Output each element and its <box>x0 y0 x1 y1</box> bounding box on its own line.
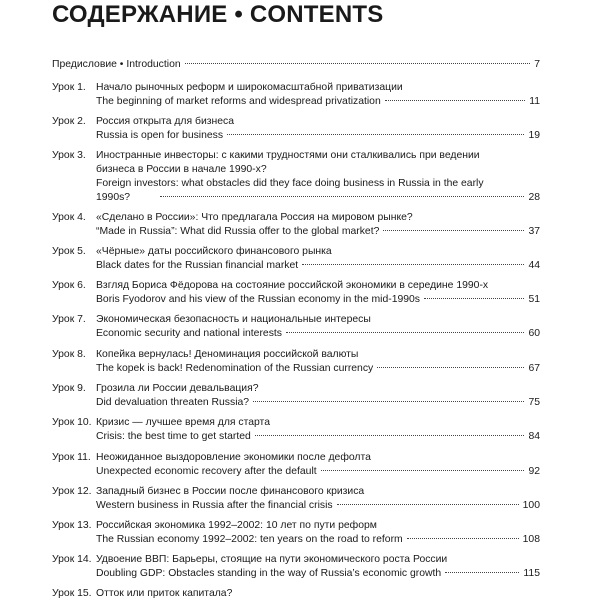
lesson-number: Урок 9. <box>52 383 86 394</box>
lesson-title-ru: «Сделано в России»: Что предлагала Россия на мировом рынке? <box>96 212 413 223</box>
dot-leader <box>160 196 525 197</box>
toc-entry[interactable] <box>52 115 540 143</box>
lesson-title-ru: Начало рыночных реформ и широкомасштабной приватизации <box>96 82 403 93</box>
lesson-number: Урок 4. <box>52 212 86 223</box>
lesson-title-en: Did devaluation threaten Russia? <box>96 396 250 408</box>
dot-leader <box>377 367 524 368</box>
lesson-title-en: Crisis: the best time to get started <box>96 430 251 442</box>
lesson-number: Урок 12. <box>52 486 92 497</box>
dot-leader <box>253 401 524 402</box>
toc-intro[interactable] <box>52 58 540 72</box>
lesson-title-en: Boris Fyodorov and his view of the Russian economy in the mid-1990s <box>96 293 421 305</box>
toc-entry[interactable] <box>52 485 540 513</box>
toc-entry[interactable] <box>52 279 540 307</box>
lesson-number: Урок 3. <box>52 150 86 161</box>
dot-leader <box>321 470 525 471</box>
dot-leader <box>407 538 519 539</box>
lesson-title-ru: Взгляд Бориса Фёдорова на состояние российской экономики в середине 1990-х <box>96 280 489 291</box>
lesson-page: 28 <box>528 191 540 203</box>
table-of-contents <box>52 58 540 599</box>
lesson-title-ru: Россия открыта для бизнеса <box>96 116 235 127</box>
lesson-page: 11 <box>529 95 540 107</box>
lesson-title-ru: Неожиданное выздоровление экономики после дефолта <box>96 452 371 463</box>
lesson-title-ru: Западный бизнес в России после финансового кризиса <box>96 486 365 497</box>
lesson-page: 37 <box>528 225 540 237</box>
lesson-number: Урок 14. <box>52 554 92 565</box>
lesson-page: 44 <box>528 259 540 271</box>
lesson-page: 100 <box>522 499 540 511</box>
lesson-title-en: “Made in Russia”: What did Russia offer to the global market? <box>96 225 380 237</box>
dot-leader <box>385 100 525 101</box>
leader-row <box>96 191 540 205</box>
lesson-title-en: Russia is open for business <box>96 129 224 141</box>
dot-leader <box>445 572 519 573</box>
lesson-number: Урок 6. <box>52 280 86 291</box>
lesson-page: 51 <box>528 293 540 305</box>
lesson-title-ru: Кризис — лучшее время для старта <box>96 417 270 428</box>
dot-leader <box>337 504 519 505</box>
dot-leader <box>227 134 524 135</box>
dot-leader <box>255 435 525 436</box>
lesson-title-en: Foreign investors: what obstacles did they face doing business in Russia in the early 1990s? <box>96 177 484 203</box>
lesson-title-ru: Копейка вернулась! Деноминация российской валюты <box>96 349 359 360</box>
toc-entry[interactable] <box>52 553 540 581</box>
lesson-page: 108 <box>522 533 540 545</box>
lesson-number: Урок 13. <box>52 520 92 531</box>
toc-entry[interactable] <box>52 245 540 273</box>
lesson-page: 92 <box>528 465 540 477</box>
lesson-page: 75 <box>528 396 540 408</box>
lesson-title-en: Economic security and national interests <box>96 327 282 339</box>
lesson-page: 84 <box>528 430 540 442</box>
dot-leader <box>424 298 524 299</box>
toc-entry[interactable] <box>52 382 540 410</box>
lesson-number: Урок 5. <box>52 246 86 257</box>
lesson-title-ru: Отток или приток капитала? <box>96 588 233 599</box>
toc-entry[interactable] <box>52 451 540 479</box>
toc-entry[interactable] <box>52 313 540 341</box>
lesson-title-en: Western business in Russia after the financial crisis <box>96 499 333 511</box>
dot-leader <box>383 230 524 231</box>
lesson-title-ru: Российская экономика 1992–2002: 10 лет по пути реформ <box>96 520 377 531</box>
lesson-number: Урок 1. <box>52 82 86 93</box>
toc-entry[interactable] <box>52 81 540 109</box>
lesson-page: 60 <box>528 327 540 339</box>
lesson-title-en: The Russian economy 1992–2002: ten years on the road to reform <box>96 533 403 545</box>
toc-entry[interactable] <box>52 348 540 376</box>
dot-leader <box>286 332 524 333</box>
dot-leader <box>302 264 524 265</box>
lesson-title-ru: Иностранные инвесторы: с какими трудностями они сталкивались при ведении бизнеса в России в начале 1990-х? <box>96 150 480 175</box>
lesson-title-en: Doubling GDP: Obstacles standing in the way of Russia’s economic growth <box>96 567 442 579</box>
toc-entry[interactable] <box>52 149 540 205</box>
lesson-page: 19 <box>528 129 540 141</box>
lesson-title-en: Unexpected economic recovery after the default <box>96 465 317 477</box>
toc-entry[interactable] <box>52 211 540 239</box>
lesson-title-ru: Экономическая безопасность и национальные интересы <box>96 314 371 325</box>
page-title: СОДЕРЖАНИЕ • CONTENTS <box>52 1 384 28</box>
lesson-title-en: Black dates for the Russian financial market <box>96 259 299 271</box>
lesson-number: Урок 15. <box>52 588 92 599</box>
toc-entry[interactable] <box>52 416 540 444</box>
lesson-page: 115 <box>523 567 540 579</box>
toc-intro-label: Предисловие • Introduction <box>52 59 181 70</box>
toc-intro-page: 7 <box>534 59 540 70</box>
lesson-number: Урок 10. <box>52 417 92 428</box>
lesson-title-en: The beginning of market reforms and widespread privatization <box>96 95 381 107</box>
dot-leader <box>185 63 531 64</box>
lesson-title-ru: Грозила ли России девальвация? <box>96 383 259 394</box>
lesson-title-ru: «Чёрные» даты российского финансового рынка <box>96 246 332 257</box>
lesson-number: Урок 11. <box>52 452 91 463</box>
lesson-page: 67 <box>528 362 540 374</box>
lesson-number: Урок 2. <box>52 116 86 127</box>
toc-entry[interactable] <box>52 519 540 547</box>
lesson-title-en: The kopek is back! Redenomination of the Russian currency <box>96 362 374 374</box>
lesson-number: Урок 7. <box>52 314 86 325</box>
lesson-title-ru: Удвоение ВВП: Барьеры, стоящие на пути экономического роста России <box>96 554 448 565</box>
lesson-number: Урок 8. <box>52 349 86 360</box>
